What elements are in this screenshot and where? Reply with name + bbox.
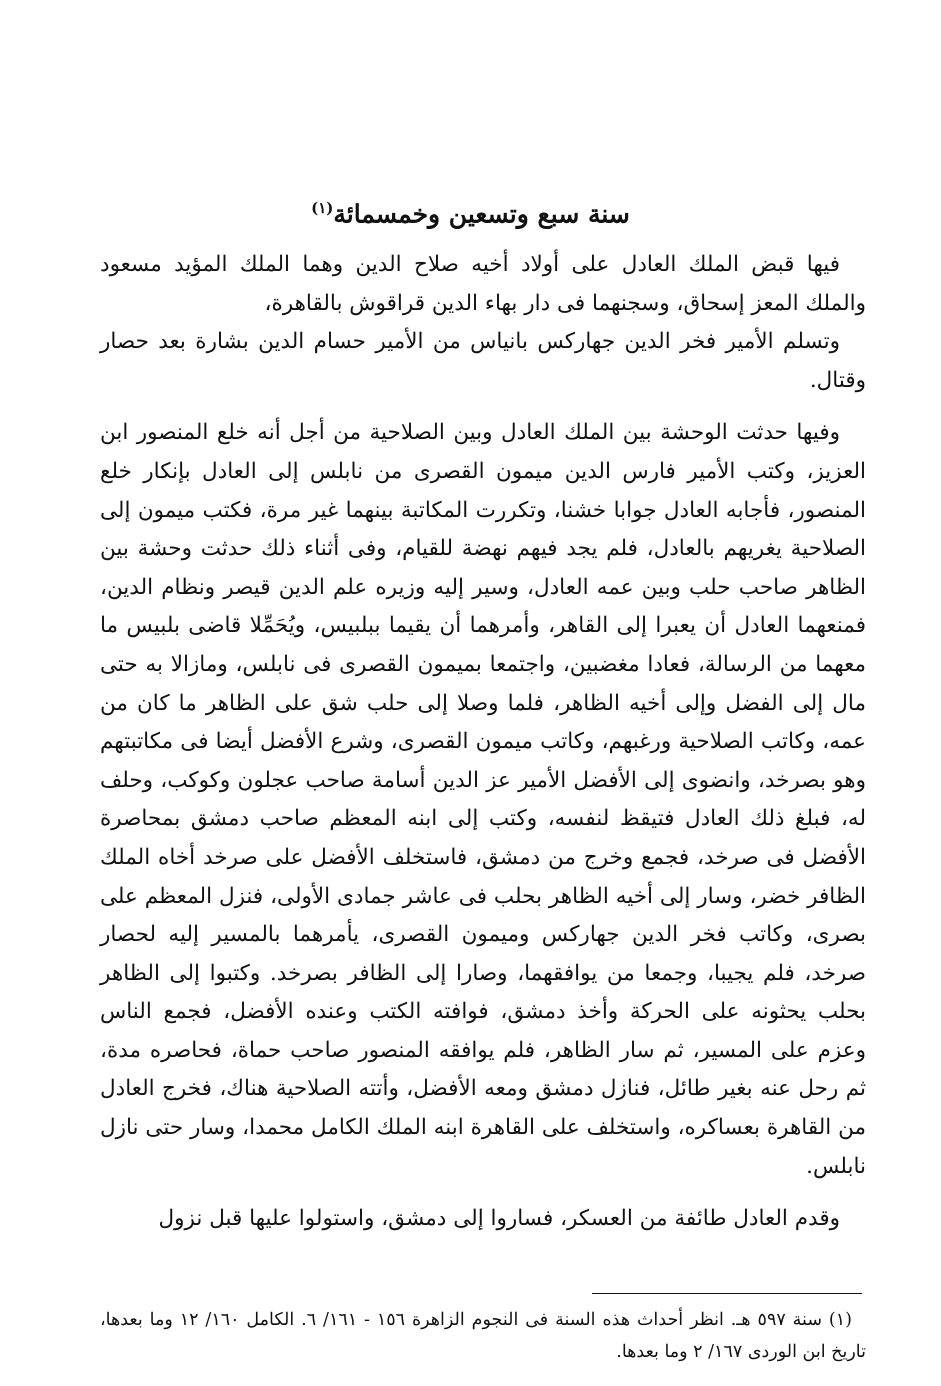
paragraph-2: وتسلم الأمير فخر الدين جهاركس بانياس من الأمير حسام الدين بشارة بعد حصار وقتال. — [100, 329, 866, 393]
body-text — [100, 246, 866, 1239]
paragraph-3: وفيها حدثت الوحشة بين الملك العادل وبين الصلاحية من أجل أنه خلع المنصور ابن العزيز، وكتب الأمير فارس الدين ميمون القصرى من نابلس إلى العادل بإنكار خلع المنصور، فأجابه العادل جوابا خشنا، وتكررت المكاتبة بينهما غير مرة، فكتب ميمون إلى الصلاحية يغريهم بالعادل، فلم يجد فيهم نهضة للقيام، وفى أثناء ذلك حدثت وحشة بين الظاهر صاحب حلب وبين عمه العادل، وسير إليه وزيره علم الدين قيصر ونظام الدين، فمنعهما العادل أن يعبرا إلى القاهر، وأمرهما أن يقيما ببلبيس، ويُحَمِّلا قاضى بلبيس ما معهما من الرسالة، فعادا مغضبين، واجتمعا بميمون القصرى فى نابلس، ومازالا به حتى مال إلى الفضل وإلى أخيه الظاهر، فلما وصلا إلى حلب شق على الظاهر ما كان من عمه، وكاتب الصلاحية ورغبهم، وكاتب ميمون القصرى، وشرع الأفضل أيضا فى مكاتبتهم وهو بصرخد، وانضوى إلى الأفضل الأمير عز الدين أسامة صاحب عجلون وكوكب، وحلف له، فبلغ ذلك العادل فتيقظ لنفسه، وكتب إلى ابنه المعظم صاحب دمشق بمحاصرة الأفضل فى صرخد، فجمع وخرج من دمشق، فاستخلف الأفضل على صرخد أخاه الملك الظافر خضر، وسار إلى أخيه الظاهر بحلب فى عاشر جمادى الأولى، فنزل المعظم على بصرى، وكاتب فخر الدين جهاركس وميمون القصرى، يأمرهما بالمسير إليه لحصار صرخد، فلم يجيبا، وجمعا من يوافقهما، وصارا إلى الظافر بصرخد. وكتبوا إلى الظاهر بحلب يحثونه على الحركة وأخذ دمشق، فوافته الكتب وعنده الأفضل، فجمع الناس وعزم على المسير، ثم سار الظاهر، فلم يوافقه المنصور صاحب حماة، فحاصره مدة، ثم رحل عنه بغير طائل، فنازل دمشق ومعه الأفضل، وأتته الصلاحية هناك، فخرج العادل من القاهرة بعساكره، واستخلف على القاهرة ابنه الملك الكامل محمدا، وسار حتى نازل نابلس. — [100, 420, 866, 1179]
section-heading — [0, 188, 941, 234]
footnote: (١) سنة ٥٩٧ هـ. انظر أحداث هذه السنة فى النجوم الزاهرة ١٥٦ - ١٦١/ ٦. الكامل ١٦٠/ ١٢ وما بعدها، تاريخ ابن الوردى ١٦٧/ ٢ وما بعدها. — [100, 1310, 866, 1362]
section-heading-title: سنة سبع وتسعين وخمسمائة — [333, 199, 630, 229]
paragraph-1: فيها قبض الملك العادل على أولاد أخيه صلاح الدين وهما الملك المؤيد مسعود والملك المعز إسحاق، وسجنهما فى دار بهاء الدين قراقوش بالقاهرة، — [100, 252, 866, 316]
footnote-marker: (١) — [311, 199, 334, 217]
paragraph-4: وقدم العادل طائفة من العسكر، فساروا إلى دمشق، واستولوا عليها قبل نزول — [158, 1206, 840, 1232]
footnote-divider — [592, 1293, 862, 1294]
